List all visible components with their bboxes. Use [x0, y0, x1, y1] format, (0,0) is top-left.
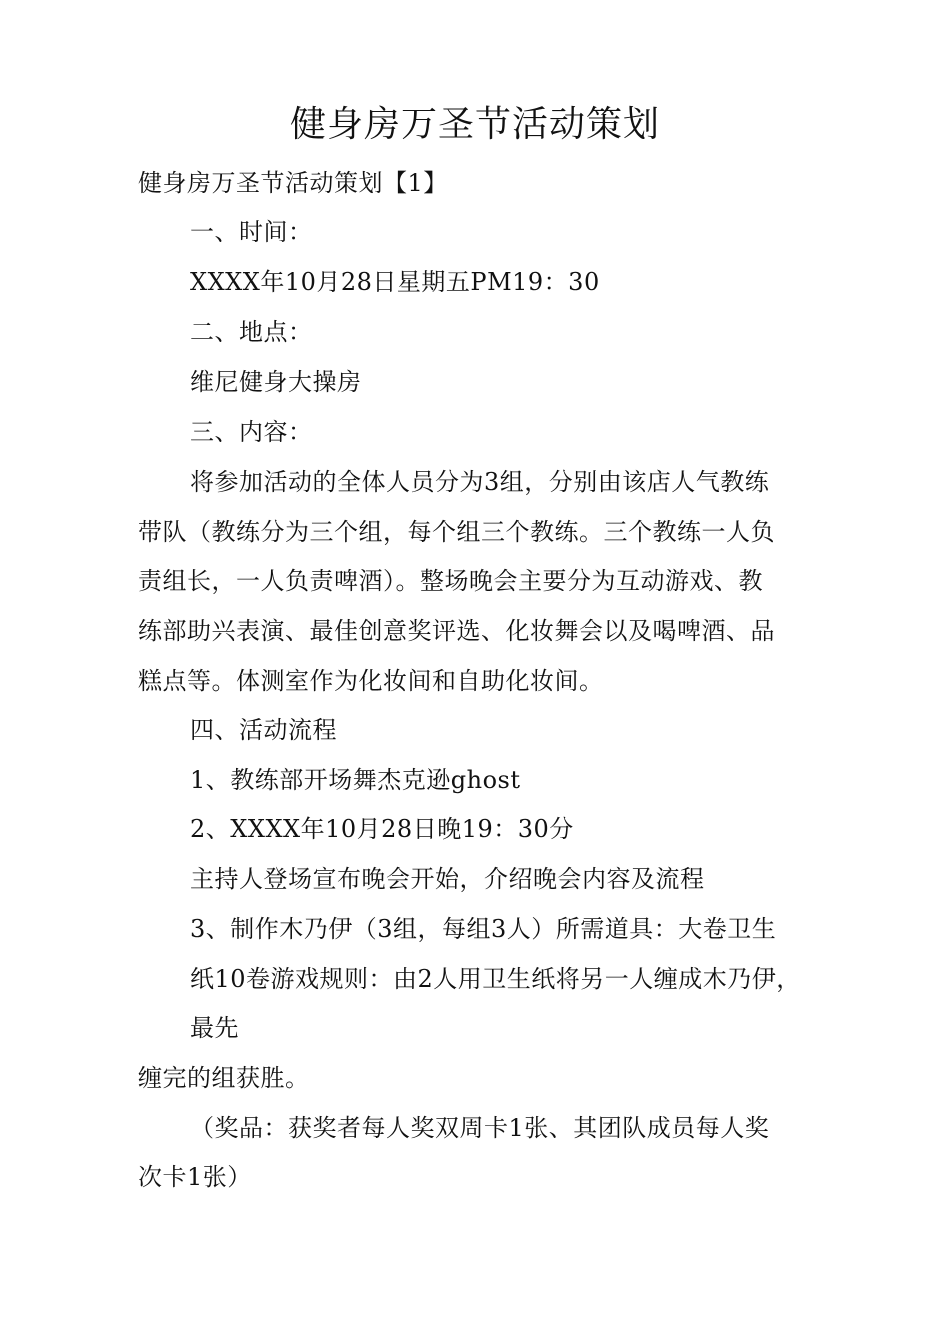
flow-heading: 四、活动流程 — [190, 716, 337, 744]
flow-line: 主持人登场宣布晚会开始，介绍晚会内容及流程 — [190, 865, 705, 893]
flow-line: 纸10卷游戏规则：由2人用卫生纸将另一人缠成木乃伊， — [190, 965, 801, 993]
document-subtitle: 健身房万圣节活动策划【1】 — [138, 169, 448, 197]
flow-line: 1、教练部开场舞杰克逊ghost — [190, 766, 521, 794]
time-heading: 一、时间： — [190, 218, 313, 246]
content-paragraph-line: 将参加活动的全体人员分为3组，分别由该店人气教练 — [190, 468, 770, 496]
place-heading: 二、地点： — [190, 318, 313, 346]
flow-line: 最先 — [190, 1014, 239, 1042]
flow-line: 2、XXXX年10月28日晚19：30分 — [190, 815, 574, 843]
flow-line: 缠完的组获胜。 — [138, 1064, 310, 1092]
content-paragraph-line: 责组长，一人负责啤酒）。整场晚会主要分为互动游戏、教 — [138, 567, 763, 595]
content-paragraph-line: 带队（教练分为三个组，每个组三个教练。三个教练一人负 — [138, 518, 775, 546]
content-paragraph-line: 糕点等。体测室作为化妆间和自助化妆间。 — [138, 667, 604, 695]
content-heading: 三、内容： — [190, 418, 313, 446]
place-value: 维尼健身大操房 — [190, 368, 362, 396]
content-paragraph-line: 练部助兴表演、最佳创意奖评选、化妆舞会以及喝啤酒、品 — [138, 617, 775, 645]
time-value: XXXX年10月28日星期五PM19：30 — [190, 268, 600, 296]
flow-line: （奖品：获奖者每人奖双周卡1张、其团队成员每人奖 — [190, 1114, 770, 1142]
document-title: 健身房万圣节活动策划 — [289, 104, 660, 145]
flow-line: 3、制作木乃伊（3组，每组3人）所需道具：大卷卫生 — [190, 915, 777, 943]
flow-line: 次卡1张） — [138, 1163, 252, 1191]
